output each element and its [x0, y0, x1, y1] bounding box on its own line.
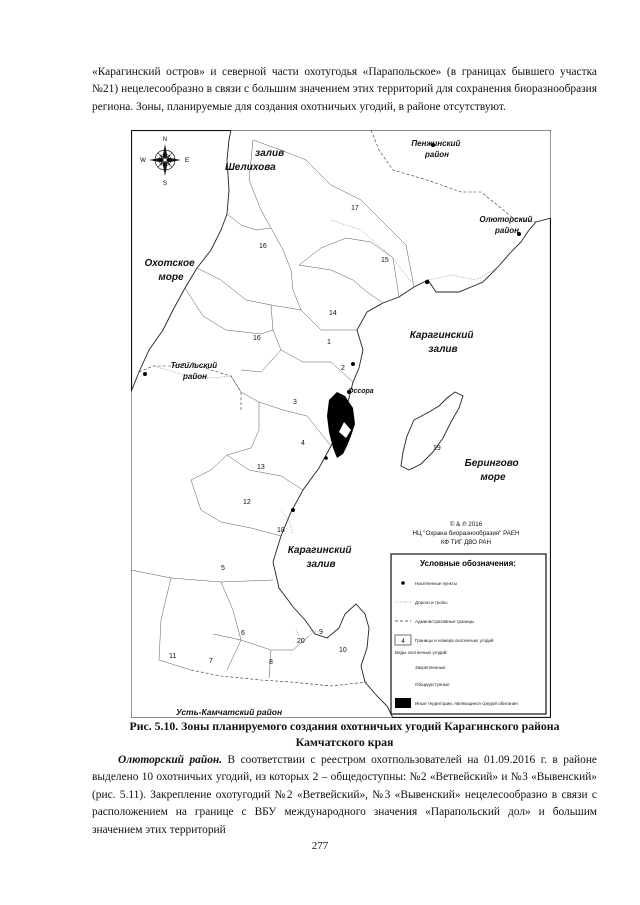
- zone-number: 20: [297, 638, 305, 645]
- svg-text:S: S: [162, 181, 168, 187]
- legend-item: Иные территории, являющиеся средой обитания: [415, 701, 518, 706]
- zone-number: 14: [329, 310, 337, 317]
- label-okhotsk-sea: Охотское море: [144, 258, 195, 283]
- figure-caption: Рис. 5.10. Зоны планируемого создания охотничьих угодий Карагинского района Камчатского края: [129, 719, 560, 749]
- svg-text:КФ ТИГ ДВО РАН: КФ ТИГ ДВО РАН: [440, 539, 492, 546]
- zone-number: 11: [169, 653, 177, 660]
- zone-number: 17: [351, 205, 359, 212]
- zone-number: 4: [301, 440, 305, 447]
- hunting-zones-map: [131, 130, 551, 718]
- label-ossora: Оссора: [348, 388, 374, 395]
- legend: [391, 554, 546, 714]
- zone-number: 18: [277, 527, 285, 534]
- zone-number: 6: [241, 630, 245, 637]
- label-ust-kamchatsky: Усть-Камчатский район: [176, 707, 283, 717]
- legend-item: Общедоступные: [415, 682, 450, 687]
- svg-text:E: E: [184, 158, 190, 164]
- zone-number: 3: [293, 399, 297, 406]
- svg-text:4: 4: [401, 639, 405, 645]
- page-number: 277: [311, 840, 329, 852]
- zone-number: 12: [243, 499, 251, 506]
- legend-item: Населенные пункты: [415, 581, 457, 586]
- svg-text:N: N: [162, 137, 168, 143]
- label-gulf-shelikhov: залив Шелихова: [225, 148, 285, 173]
- zone-number: 19: [433, 445, 441, 452]
- legend-title: Условные обозначения:: [420, 559, 516, 568]
- label-karaginsky-gulf-bottom: Карагинский залив: [287, 545, 352, 570]
- zone-number: 9: [319, 629, 323, 636]
- svg-text:© & ℗ 2016: © & ℗ 2016: [449, 521, 483, 528]
- zone-number: 8: [269, 659, 273, 666]
- zone-number: 10: [339, 647, 347, 654]
- label-tigilsky: Тигильский район: [170, 361, 218, 381]
- zone-number: 2: [341, 365, 345, 372]
- zone-number: 13: [257, 464, 265, 471]
- zone-number: 15: [381, 257, 389, 264]
- zone-number: 1: [327, 339, 331, 346]
- label-bering-sea: Берингово море: [464, 458, 519, 483]
- legend-item: Административные границы: [415, 619, 475, 624]
- label-olyutorsky: Олюторский район: [479, 215, 533, 235]
- legend-item: Границы и номера охотничьих угодий: [415, 638, 494, 643]
- paragraph-bottom: Олюторский район. В соответствии с реестром охотпользователей на 01.09.2016 г. в районе выделено 10 охотничьих угодий, из которых 2 – общедоступны: №2 «Ветвейский» и №3 «Вывенский» (рис. 5.11). Закрепление охотугодий №2 «Ветвейский», №3 «Вывенский» нецелесообразно в связи с расположением на границе с ВБУ международного значения «Парапольский дол» и большим значением этих территорий: [92, 754, 597, 836]
- paragraph-top: «Карагинский остров» и северной части охотугодья «Парапольское» (в границах бывшего участка №21) нецелесообразно в связи с большим значением этих территорий для сохранения биоразнообразия региона. Зоны, планируемые для создания охотничьих угодий, в районе отсутствуют.: [92, 66, 597, 113]
- zone-number: 7: [209, 658, 213, 665]
- district-name: Олюторский район.: [118, 754, 223, 766]
- legend-item: Виды охотничьих угодий:: [395, 650, 448, 655]
- label-karaginsky-gulf-top: Карагинский залив: [409, 330, 474, 355]
- label-penzhinsky: Пенжинский район: [411, 139, 461, 159]
- legend-item: Закрепленные: [415, 665, 446, 670]
- zone-number: 16: [259, 243, 267, 250]
- zone-number: 16: [253, 335, 261, 342]
- svg-text:НЦ "Охрана биоразнообразия" РА: НЦ "Охрана биоразнообразия" РАЕН: [412, 530, 520, 537]
- legend-item: Дороги и тропы: [415, 600, 448, 605]
- svg-text:W: W: [140, 158, 146, 164]
- zone-number: 5: [221, 565, 225, 572]
